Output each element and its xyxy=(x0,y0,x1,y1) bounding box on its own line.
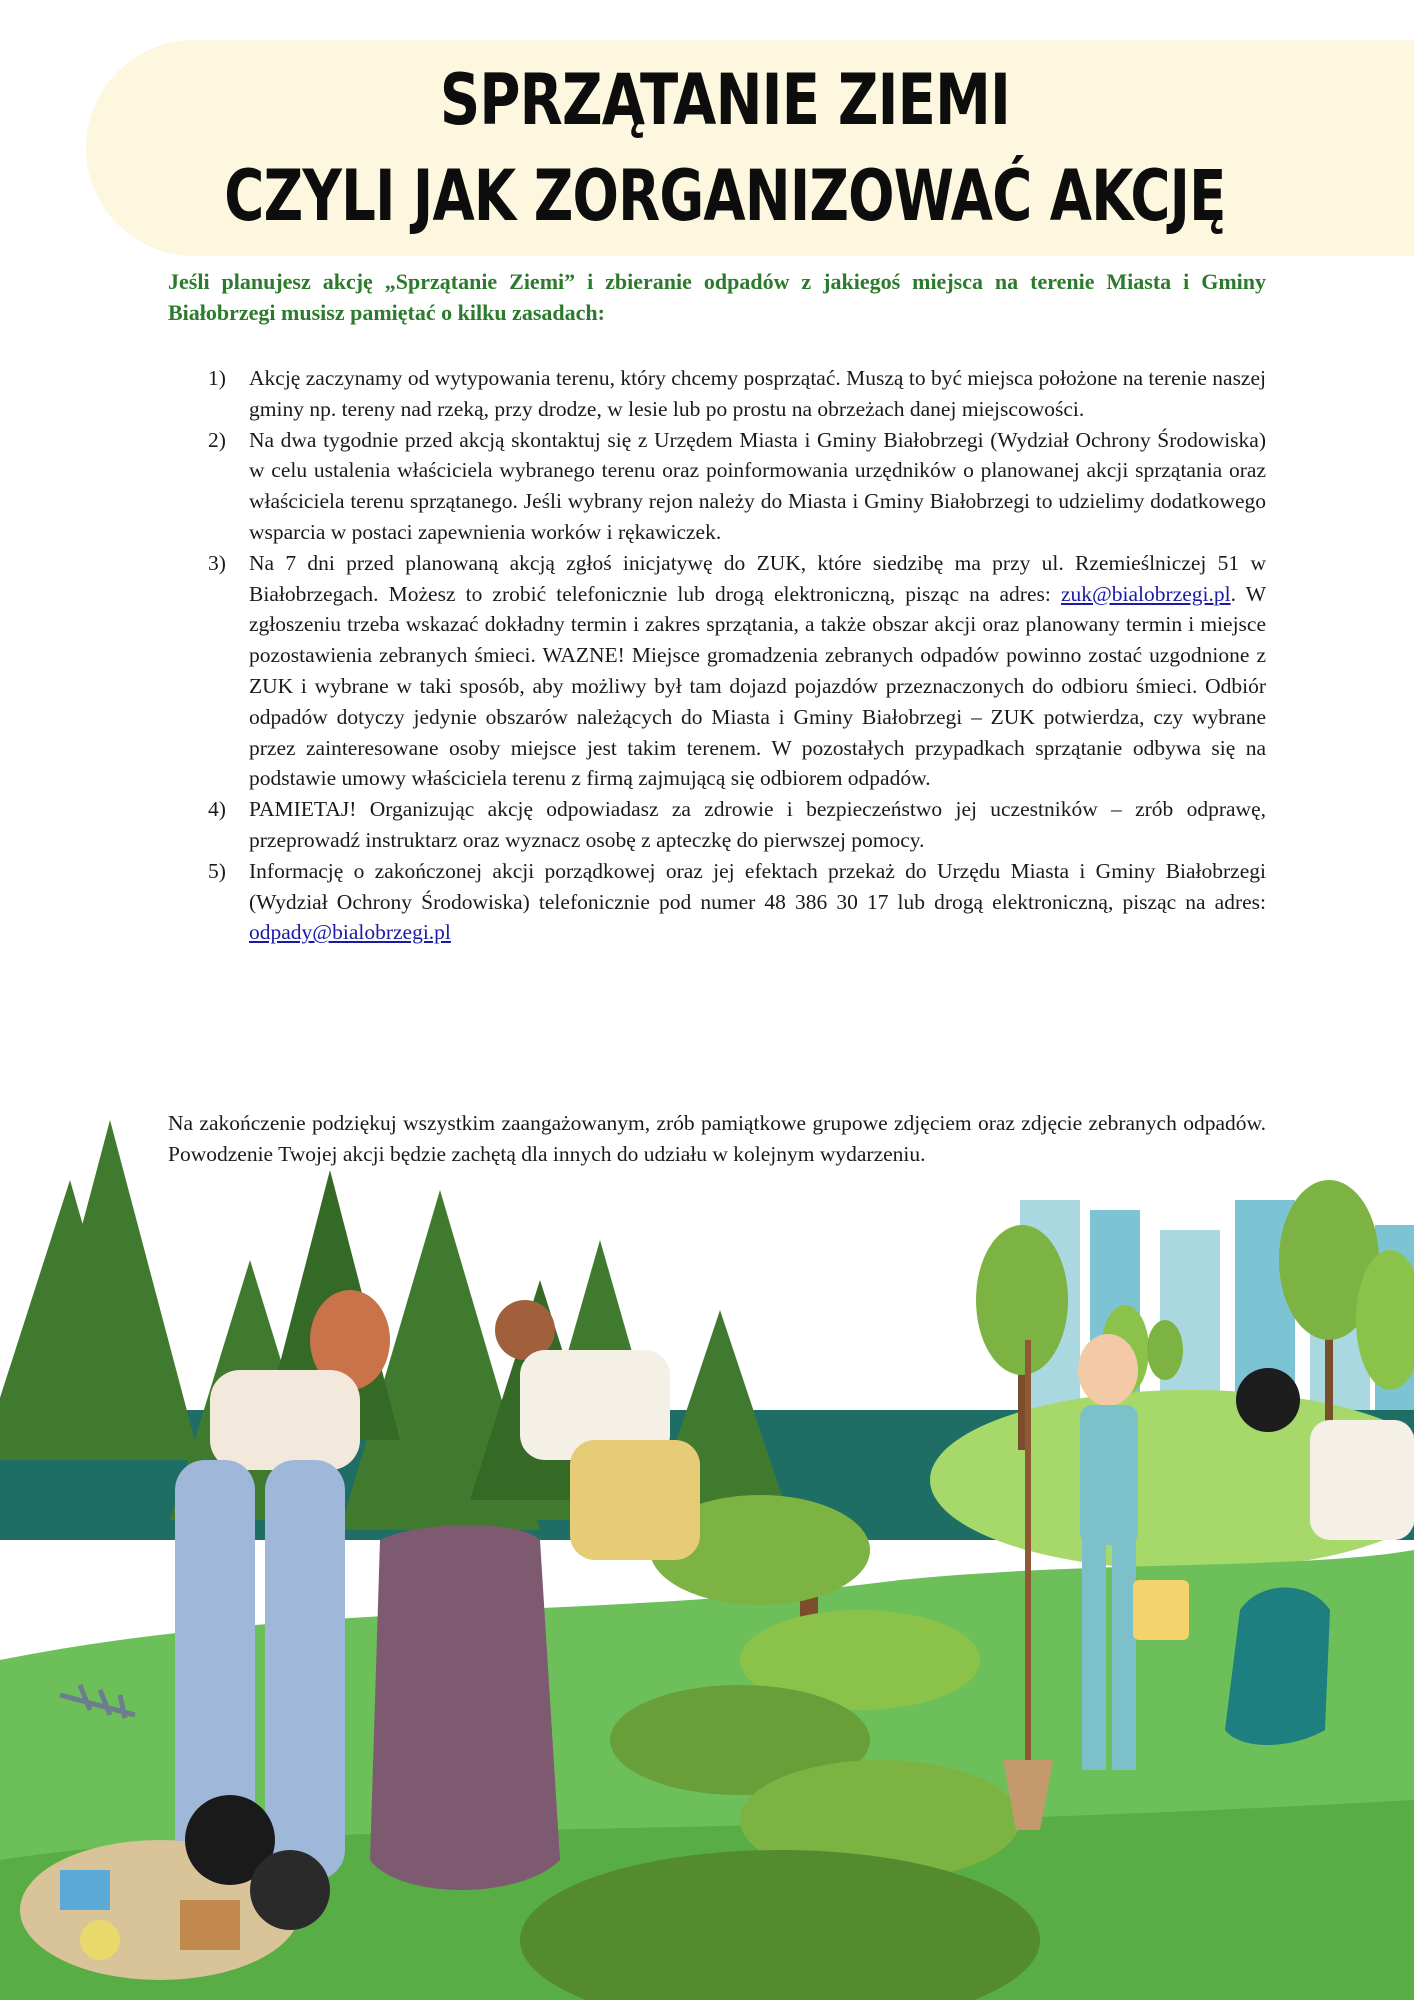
rule-text: Na 7 dni przed planowaną akcją zgłoś inicjatywę do ZUK, które siedzibę ma przy ul. Rzemieślniczej 51 w Białobrzegach. Możesz to zrobić telefonicznie lub drogą elektroniczną, pisząc na adres: xyxy=(249,550,1266,606)
rule-text: PAMIETAJ! Organizując akcję odpowiadasz za zdrowie i bezpieczeństwo jej uczestników – zrób odprawę, przeprowadź instruktarz oraz wyznacz osobę z apteczkę do pierwszej pomocy. xyxy=(249,797,1266,852)
page-title xyxy=(0,52,1414,244)
rule-item xyxy=(168,363,1266,425)
rule-number: 5) xyxy=(208,858,226,883)
rules-list xyxy=(168,363,1266,948)
odpady-email-link[interactable]: odpady@bialobrzegi.pl xyxy=(249,920,451,945)
rule-item xyxy=(168,856,1266,948)
rule-item xyxy=(168,794,1266,856)
rule-number: 3) xyxy=(208,550,226,575)
rule-number: 1) xyxy=(208,366,226,390)
rule-text: Na dwa tygodnie przed akcją skontaktuj się z Urzędem Miasta i Gminy Białobrzegi (Wydział Ochrony Środowiska) w celu ustalenia właściciela wybranego terenu oraz poinformowania urzędników o planowanej akcji sprzątania oraz właściciela terenu sprzątanego. Jeśli wybrany rejon należy do Miasta i Gminy Białobrzegi to udzielimy dodatkowego wsparcia w postaci zapewnienia worków i rękawiczek. xyxy=(249,427,1266,544)
rule-item xyxy=(168,425,1266,548)
title-line-2: CZYLI JAK ZORGANIZOWAĆ AKCJĘ xyxy=(224,155,1226,237)
rule-text: Akcję zaczynamy od wytypowania terenu, który chcemy posprzątać. Muszą to być miejsca położone na terenie naszej gminy np. tereny nad rzeką, przy drodze, w lesie lub po prostu na obrzeżach danej miejscowości. xyxy=(249,366,1266,421)
rule-number: 4) xyxy=(208,797,226,822)
rule-text: Informację o zakończonej akcji porządkowej oraz jej efektach przekaż do Urzędu Miasta i Gminy Białobrzegi (Wydział Ochrony Środowiska) telefonicznie pod numer 48 386 30 17 lub drogą elektroniczną, pisząc na adres: xyxy=(249,858,1266,914)
rule-text: . W zgłoszeniu trzeba wskazać dokładny termin i zakres sprzątania, a także obszar akcji oraz planowany termin i miejsce pozostawienia zebranych śmieci. WAZNE! Miejsce gromadzenia zebranych odpadów powinno zostać uzgodnione z ZUK i wybrane w taki sposób, aby możliwy był tam dojazd pojazdów przeznaczonych do odbioru śmieci. Odbiór odpadów dotyczy jedynie obszarów należących do Miasta i Gminy Białobrzegi – ZUK potwierdza, czy wybrane przez zainteresowane osoby miejsce jest takim terenem. W pozostałych przypadkach sprzątanie odbywa się na podstawie umowy właściciela terenu z firmą zajmującą się odbiorem odpadów. xyxy=(249,581,1266,791)
title-line-1: SPRZĄTANIE ZIEMI xyxy=(439,59,1011,141)
rule-item xyxy=(168,548,1266,794)
rule-number: 2) xyxy=(208,427,226,452)
cleanup-illustration xyxy=(0,1100,1414,2000)
closing-text: Na zakończenie podziękuj wszystkim zaangażowanym, zrób pamiątkowe grupowe zdjęciem oraz zdjęcie zebranych odpadów. Powodzenie Twojej akcji będzie zachętą dla innych do udziału w kolejnym wydarzeniu. xyxy=(168,1111,1266,1166)
zuk-email-link[interactable]: zuk@bialobrzegi.pl xyxy=(1060,581,1231,606)
intro-text: Jeśli planujesz akcję „Sprzątanie Ziemi” i zbieranie odpadów z jakiegoś miejsca na terenie Miasta i Gminy Białobrzegi musisz pamiętać o kilku zasadach: xyxy=(168,269,1266,325)
garbage-bag-icon xyxy=(370,1525,560,1890)
